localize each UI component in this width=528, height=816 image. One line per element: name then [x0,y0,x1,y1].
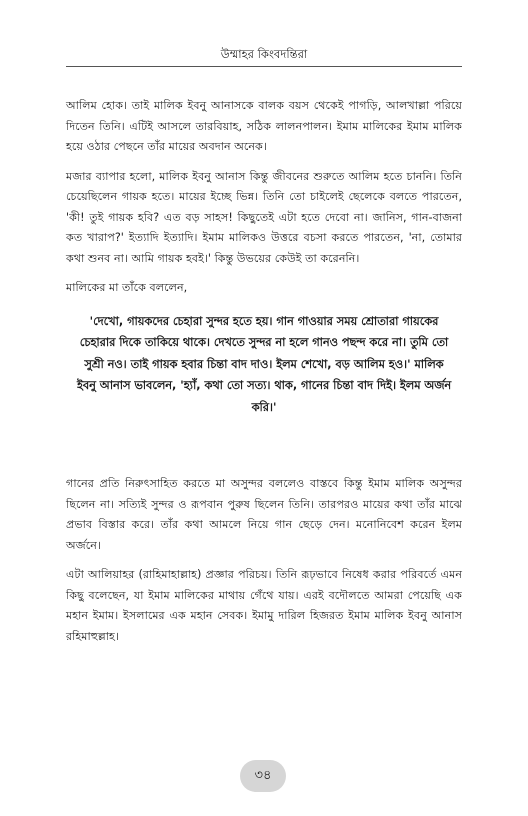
paragraph: মজার ব্যাপার হলো, মালিক ইবনু আনাস কিন্তু জীবনের শুরুতে আলিম হতে চাননি। তিনি চেয়েছিলেন গায়ক হতে। মায়ের ইচ্ছে ভিন্ন। তিনি তো চাইলেই ছেলেকে বলতে পারতেন, 'কী! তুই গায়ক হবি? এত বড় সাহস! কিছুতেই এটা হতে দেবো না। জানিস, গান-বাজনা কত খারাপ?' ইত্যাদি ইত্যাদি। ইমাম মালিকও উত্তরে বচসা করতে পারতেন, 'না, তোমার কথা শুনব না। আমি গায়ক হবই।' কিন্তু উভয়ের কেউই তা করেননি। [66,169,462,265]
page-number: ৩৪ [240,760,286,792]
paragraph: আলিম হোক। তাই মালিক ইবনু আনাসকে বালক বয়স থেকেই পাগড়ি, আলখাল্লা পরিয়ে দিতেন তিনি। এটিই আসলে তারবিয়াহ, সঠিক লালনপালন। ইমাম মালিকের ইমাম মালিক হয়ে ওঠার পেছনে তাঁর মায়ের অবদান অনেক। [66,99,462,153]
running-header: উম্মাহর কিংবদন্তিরা [220,47,308,61]
section-gap [66,418,462,474]
paragraph: গানের প্রতি নিরুৎসাহিত করতে মা অসুন্দর বললেও বাস্তবে কিন্তু ইমাম মালিক অসুন্দর ছিলেন না। সত্যিই সুন্দর ও রূপবান পুরুষ ছিলেন তিনি। তারপরও মায়ের কথা তাঁর মাঝে প্রভাব বিস্তার করে। তাঁর কথা আমলে নিয়ে গান ছেড়ে দেন। মনোনিবেশ করেন ইলম অর্জনে। [66,477,462,552]
block-quote: 'দেখো, গায়কদের চেহারা সুন্দর হতে হয়। গান গাওয়ার সময় শ্রোতারা গায়কের চেহারার দিকে তাকিয়ে থাকে। দেখতে সুন্দর না হলে গানও পছন্দ করে না। তুমি তো সুশ্রী নও। তাই গায়ক হবার চিন্তা বাদ দাও। ইলম শেখো, বড় আলিম হও।' মালিক ইবনু আনাস ভাবলেন, 'হ্যাঁ, কথা তো সত্য। থাক, গানের চিন্তা বাদ দিই। ইলম অর্জন করি।' [76,314,452,414]
paragraph: মালিকের মা তাঁকে বললেন, [66,281,188,294]
paragraph: এটা আলিয়াহর (রাহিমাহাল্লাহ) প্রজ্ঞার পরিচয়। তিনি রূঢ়ভাবে নিষেধ করার পরিবর্তে এমন কিছু বলেছেন, যা ইমাম মালিকের মাথায় গেঁথে যায়। এরই বদৌলতে আমরা পেয়েছি এক মহান ইমাম। ইসলামের এক মহান সেবক। ইমামু দারিল হিজরত ইমাম মালিক ইবনু আনাস রহিমাহুল্লাহ। [66,568,462,643]
page-body [66,96,462,656]
header-rule [66,66,462,67]
